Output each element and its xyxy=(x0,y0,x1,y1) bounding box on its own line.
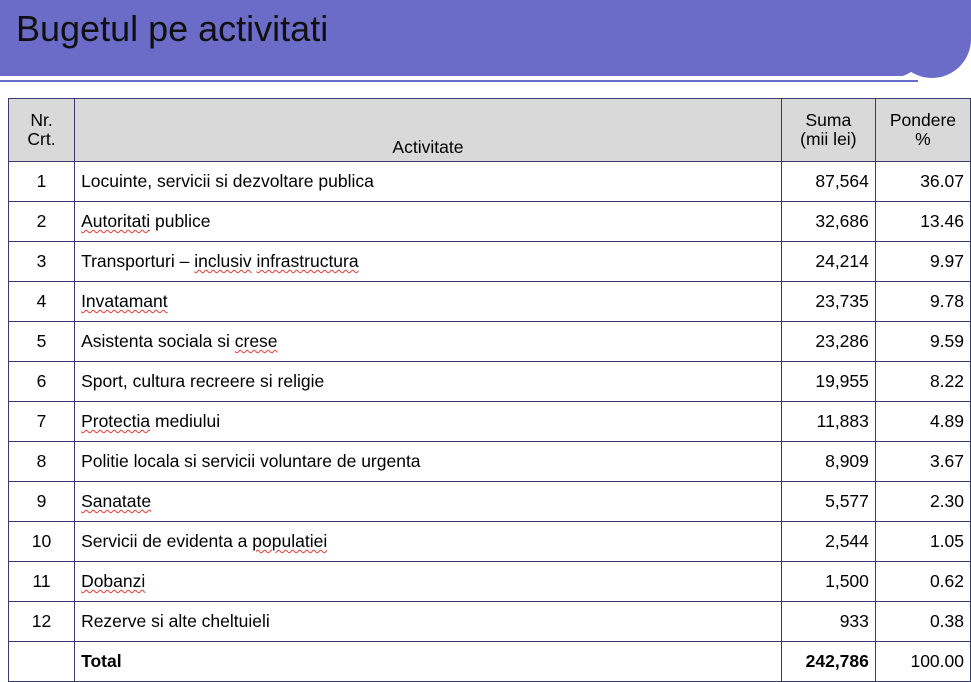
cell-nr: 11 xyxy=(9,562,75,602)
cell-activity: Sport, cultura recreere si religie xyxy=(75,362,782,402)
cell-activity: Invatamant xyxy=(75,282,782,322)
banner-round-cap xyxy=(893,0,971,78)
cell-pondere: 4.89 xyxy=(875,402,970,442)
table-row xyxy=(9,202,971,242)
column-header-nr xyxy=(9,99,75,162)
cell-pondere: 1.05 xyxy=(875,522,970,562)
cell-activity: Servicii de evidenta a populatiei xyxy=(75,522,782,562)
cell-suma: 87,564 xyxy=(781,162,875,202)
column-header-pondere xyxy=(875,99,970,162)
budget-table-body xyxy=(9,162,971,682)
table-row xyxy=(9,442,971,482)
cell-activity: Sanatate xyxy=(75,482,782,522)
column-header-pondere-line2: % xyxy=(915,129,931,149)
table-row xyxy=(9,322,971,362)
cell-suma: 2,544 xyxy=(781,522,875,562)
table-row xyxy=(9,242,971,282)
cell-suma: 23,286 xyxy=(781,322,875,362)
page-title: Bugetul pe activitati xyxy=(16,8,329,49)
column-header-nr-line2: Crt. xyxy=(27,129,56,149)
cell-activity: Dobanzi xyxy=(75,562,782,602)
cell-suma: 1,500 xyxy=(781,562,875,602)
cell-nr: 6 xyxy=(9,362,75,402)
cell-nr: 2 xyxy=(9,202,75,242)
table-row xyxy=(9,162,971,202)
column-header-nr-line1: Nr. xyxy=(30,110,53,130)
total-cell-label: Total xyxy=(75,642,782,682)
cell-suma: 23,735 xyxy=(781,282,875,322)
table-row xyxy=(9,402,971,442)
cell-nr: 7 xyxy=(9,402,75,442)
cell-activity: Politie locala si servicii voluntare de urgenta xyxy=(75,442,782,482)
total-cell-pondere: 100.00 xyxy=(875,642,970,682)
table-total-row xyxy=(9,642,971,682)
cell-nr: 9 xyxy=(9,482,75,522)
column-header-suma xyxy=(781,99,875,162)
total-cell-suma: 242,786 xyxy=(781,642,875,682)
cell-suma: 32,686 xyxy=(781,202,875,242)
cell-activity: Protectia mediului xyxy=(75,402,782,442)
column-header-activity: Activitate xyxy=(75,99,782,162)
cell-pondere: 9.97 xyxy=(875,242,970,282)
total-cell-nr xyxy=(9,642,75,682)
cell-suma: 8,909 xyxy=(781,442,875,482)
cell-activity: Rezerve si alte cheltuieli xyxy=(75,602,782,642)
cell-pondere: 8.22 xyxy=(875,362,970,402)
column-header-suma-line1: Suma xyxy=(805,110,852,130)
cell-pondere: 0.38 xyxy=(875,602,970,642)
cell-pondere: 13.46 xyxy=(875,202,970,242)
cell-pondere: 0.62 xyxy=(875,562,970,602)
cell-suma: 24,214 xyxy=(781,242,875,282)
cell-pondere: 2.30 xyxy=(875,482,970,522)
budget-table xyxy=(8,98,971,682)
cell-nr: 1 xyxy=(9,162,75,202)
table-row xyxy=(9,562,971,602)
cell-pondere: 9.78 xyxy=(875,282,970,322)
cell-pondere: 9.59 xyxy=(875,322,970,362)
table-row xyxy=(9,362,971,402)
cell-nr: 10 xyxy=(9,522,75,562)
table-header-row xyxy=(9,99,971,162)
cell-activity: Autoritati publice xyxy=(75,202,782,242)
budget-table-container xyxy=(8,98,971,682)
cell-nr: 3 xyxy=(9,242,75,282)
column-header-pondere-line1: Pondere xyxy=(889,110,957,130)
cell-nr: 12 xyxy=(9,602,75,642)
table-row xyxy=(9,482,971,522)
cell-suma: 5,577 xyxy=(781,482,875,522)
cell-nr: 8 xyxy=(9,442,75,482)
cell-nr: 5 xyxy=(9,322,75,362)
cell-activity: Transporturi – inclusiv infrastructura xyxy=(75,242,782,282)
cell-activity: Locuinte, servicii si dezvoltare publica xyxy=(75,162,782,202)
table-row xyxy=(9,602,971,642)
table-row xyxy=(9,522,971,562)
table-row xyxy=(9,282,971,322)
banner-underline xyxy=(0,76,918,82)
cell-nr: 4 xyxy=(9,282,75,322)
cell-activity: Asistenta sociala si crese xyxy=(75,322,782,362)
cell-suma: 19,955 xyxy=(781,362,875,402)
slide-title-banner xyxy=(0,0,971,86)
column-header-suma-line2: (mii lei) xyxy=(800,129,857,149)
cell-pondere: 3.67 xyxy=(875,442,970,482)
cell-pondere: 36.07 xyxy=(875,162,970,202)
cell-suma: 933 xyxy=(781,602,875,642)
cell-suma: 11,883 xyxy=(781,402,875,442)
